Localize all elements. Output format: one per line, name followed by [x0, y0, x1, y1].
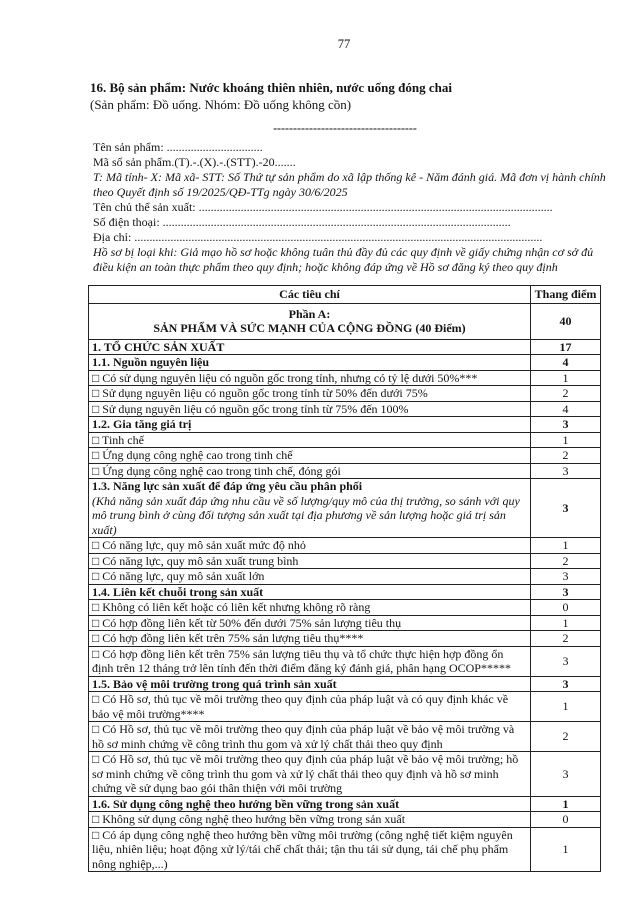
criterion-option-score: 4	[531, 401, 601, 417]
product-info-form	[93, 140, 613, 275]
criterion-option-row	[89, 812, 601, 828]
rejection-note: Hồ sơ bị loại khi: Giả mạo hồ sơ hoặc không tuân thủ đầy đủ các quy định về giấy chứng nhận cơ sở đủ điều kiện an toàn thực phẩm theo quy định; hoặc không đáp ứng về Hồ sơ đăng ký theo quy định	[93, 245, 594, 274]
address-field: Địa chỉ: ........................................................................................................................................	[93, 230, 543, 244]
criterion-option: □ Sử dụng nguyên liệu có nguồn gốc trong tỉnh từ 75% đến 100%	[89, 401, 531, 417]
criterion-option-score: 2	[531, 553, 601, 569]
criterion-option-score: 2	[531, 386, 601, 402]
criterion-group-cell	[89, 479, 531, 538]
criterion-option-score: 1	[531, 827, 601, 872]
criterion-group-title: 1.4. Liên kết chuỗi trong sản xuất	[89, 584, 531, 600]
criterion-option-row	[89, 538, 601, 554]
criterion-option-row	[89, 401, 601, 417]
criterion-option-score: 1	[531, 432, 601, 448]
criterion-group-title: 1.1. Nguồn nguyên liệu	[89, 355, 531, 371]
criterion-option: □ Ứng dụng công nghệ cao trong tinh chế, đóng gói	[89, 463, 531, 479]
criterion-option: □ Có Hồ sơ, thủ tục về môi trường theo quy định của pháp luật về bảo vệ môi trường và hồ sơ minh chứng về công trình thu gom và xử lý chất thải theo quy định	[89, 722, 531, 752]
criterion-option-row	[89, 386, 601, 402]
heading-title: 16. Bộ sản phẩm: Nước khoáng thiên nhiên, nước uống đóng chai	[90, 80, 452, 95]
criterion-option-score: 0	[531, 600, 601, 616]
criterion-group-title: 1.6. Sử dụng công nghệ theo hướng bền vững trong sản xuất	[89, 796, 531, 812]
phone-field: Số điện thoại: ....................................................................................................................	[93, 215, 511, 229]
criterion-option: □ Có sử dụng nguyên liệu có nguồn gốc trong tỉnh, nhưng có tỷ lệ dưới 50%***	[89, 370, 531, 386]
criterion-group-row	[89, 355, 601, 371]
criterion-group-row	[89, 584, 601, 600]
criterion-option: □ Có năng lực, quy mô sản xuất mức độ nhỏ	[89, 538, 531, 554]
criterion-group-score: 3	[531, 417, 601, 433]
criteria-column-header: Các tiêu chí	[89, 286, 531, 304]
criterion-option: □ Có Hồ sơ, thủ tục về môi trường theo quy định của pháp luật và có quy định khác về bảo vệ môi trường****	[89, 692, 531, 722]
criterion-option: □ Có hợp đồng liên kết trên 75% sản lượng tiêu thụ và tổ chức thực hiện hợp đồng ổn định trên 12 tháng trở lên tính đến thời điểm đăng ký đánh giá, phân hạng OCOP*****	[89, 646, 531, 676]
criterion-option: □ Sử dụng nguyên liệu có nguồn gốc trong tỉnh từ 50% đến dưới 75%	[89, 386, 531, 402]
section-row	[89, 339, 601, 355]
criterion-option-score: 3	[531, 463, 601, 479]
criterion-option-score: 0	[531, 812, 601, 828]
page-number: 77	[337, 37, 351, 51]
section-score: 17	[531, 339, 601, 355]
criterion-option-score: 1	[531, 615, 601, 631]
criterion-group-score: 4	[531, 355, 601, 371]
criterion-option: □ Không có liên kết hoặc có liên kết nhưng không rõ ràng	[89, 600, 531, 616]
part-a-cell	[89, 303, 531, 339]
part-a-label: Phần A:	[288, 306, 331, 321]
criterion-option: □ Có Hồ sơ, thủ tục về môi trường theo quy định của pháp luật về bảo vệ môi trường; hồ sơ minh chứng về công trình thu gom và xử lý chất thải theo quy định và hồ sơ minh chứng về sử dụng bao gói thân thiện với môi trường	[89, 752, 531, 797]
criteria-table	[88, 285, 601, 872]
criterion-option: □ Có hợp đồng liên kết từ 50% đến dưới 75% sản lượng tiêu thụ	[89, 615, 531, 631]
criterion-option: □ Ứng dụng công nghệ cao trong tinh chế	[89, 448, 531, 464]
product-set-heading	[90, 79, 610, 113]
criterion-option: □ Tinh chế	[89, 432, 531, 448]
criterion-group-row	[89, 479, 601, 538]
criterion-option-row	[89, 752, 601, 797]
score-column-header: Thang điểm	[531, 286, 601, 304]
section-title: 1. TỔ CHỨC SẢN XUẤT	[89, 339, 531, 355]
criterion-group-row	[89, 796, 601, 812]
criterion-option-score: 3	[531, 752, 601, 797]
product-name-field: Tên sản phẩm: ................................	[93, 140, 263, 154]
criterion-option-row	[89, 370, 601, 386]
criterion-group-note: (Khả năng sản xuất đáp ứng nhu cầu về số lượng/quy mô của thị trường, so sánh với quy mô trung bình ở cùng đối tượng sản xuất tại địa phương về sản lượng hoặc giá trị sản xuất)	[92, 493, 520, 537]
criterion-option-score: 1	[531, 370, 601, 386]
criterion-option-score: 3	[531, 646, 601, 676]
criterion-option-row	[89, 432, 601, 448]
criterion-group-score: 3	[531, 479, 601, 538]
criterion-group-row	[89, 676, 601, 692]
criterion-option-row	[89, 553, 601, 569]
criterion-option-row	[89, 827, 601, 872]
part-a-score: 40	[531, 303, 601, 339]
part-a-row	[89, 303, 601, 339]
criterion-group-title: 1.5. Bảo vệ môi trường trong quá trình sản xuất	[89, 676, 531, 692]
criterion-option: □ Có năng lực, quy mô sản xuất lớn	[89, 569, 531, 585]
product-code-field: Mã số sản phẩm.(T).-.(X).-.(STT).-20.......	[93, 155, 296, 169]
criterion-option-row	[89, 631, 601, 647]
criterion-group-title: 1.2. Gia tăng giá trị	[89, 417, 531, 433]
producer-name-field: Tên chủ thể sản xuất: ......................................................................................................................	[93, 200, 553, 214]
criterion-option-row	[89, 722, 601, 752]
criterion-option: □ Không sử dụng công nghệ theo hướng bền vững trong sản xuất	[89, 812, 531, 828]
criterion-option: □ Có năng lực, quy mô sản xuất trung bình	[89, 553, 531, 569]
criterion-option-score: 2	[531, 448, 601, 464]
criterion-option: □ Có áp dụng công nghệ theo hướng bền vững môi trường (công nghệ tiết kiệm nguyên liệu, nhiên liệu; hoạt động xử lý/tái chế chất thải; tận thu tái sử dụng, tái chế phụ phẩm nông nghiệp,...)	[89, 827, 531, 872]
criterion-group-row	[89, 417, 601, 433]
criterion-option-row	[89, 615, 601, 631]
criterion-option-score: 2	[531, 631, 601, 647]
dashed-separator: ------------------------------------	[273, 121, 417, 135]
criterion-option: □ Có hợp đồng liên kết trên 75% sản lượng tiêu thụ****	[89, 631, 531, 647]
criterion-option-score: 2	[531, 722, 601, 752]
criterion-group-score: 1	[531, 796, 601, 812]
criterion-option-row	[89, 463, 601, 479]
criterion-group-title: 1.3. Năng lực sản xuất để đáp ứng yêu cầu phân phối	[92, 479, 363, 493]
part-a-title: SẢN PHẨM VÀ SỨC MẠNH CỦA CỘNG ĐỒNG (40 Điểm)	[153, 321, 466, 335]
criterion-option-score: 1	[531, 692, 601, 722]
criterion-option-row	[89, 646, 601, 676]
criterion-option-score: 1	[531, 538, 601, 554]
criterion-group-score: 3	[531, 584, 601, 600]
criterion-option-row	[89, 569, 601, 585]
heading-subtitle: (Sản phẩm: Đồ uống. Nhóm: Đồ uống không cồn)	[90, 97, 352, 112]
product-code-note: T: Mã tỉnh- X: Mã xã- STT: Số Thứ tự sản phẩm do xã lập thống kê - Năm đánh giá. Mã đơn vị hành chính theo Quyết định số 19/2025/QĐ-TTg ngày 30/6/2025	[93, 170, 606, 199]
table-header-row	[89, 286, 601, 304]
criterion-option-row	[89, 600, 601, 616]
criterion-option-row	[89, 692, 601, 722]
criterion-group-score: 3	[531, 676, 601, 692]
criterion-option-row	[89, 448, 601, 464]
criterion-option-score: 3	[531, 569, 601, 585]
